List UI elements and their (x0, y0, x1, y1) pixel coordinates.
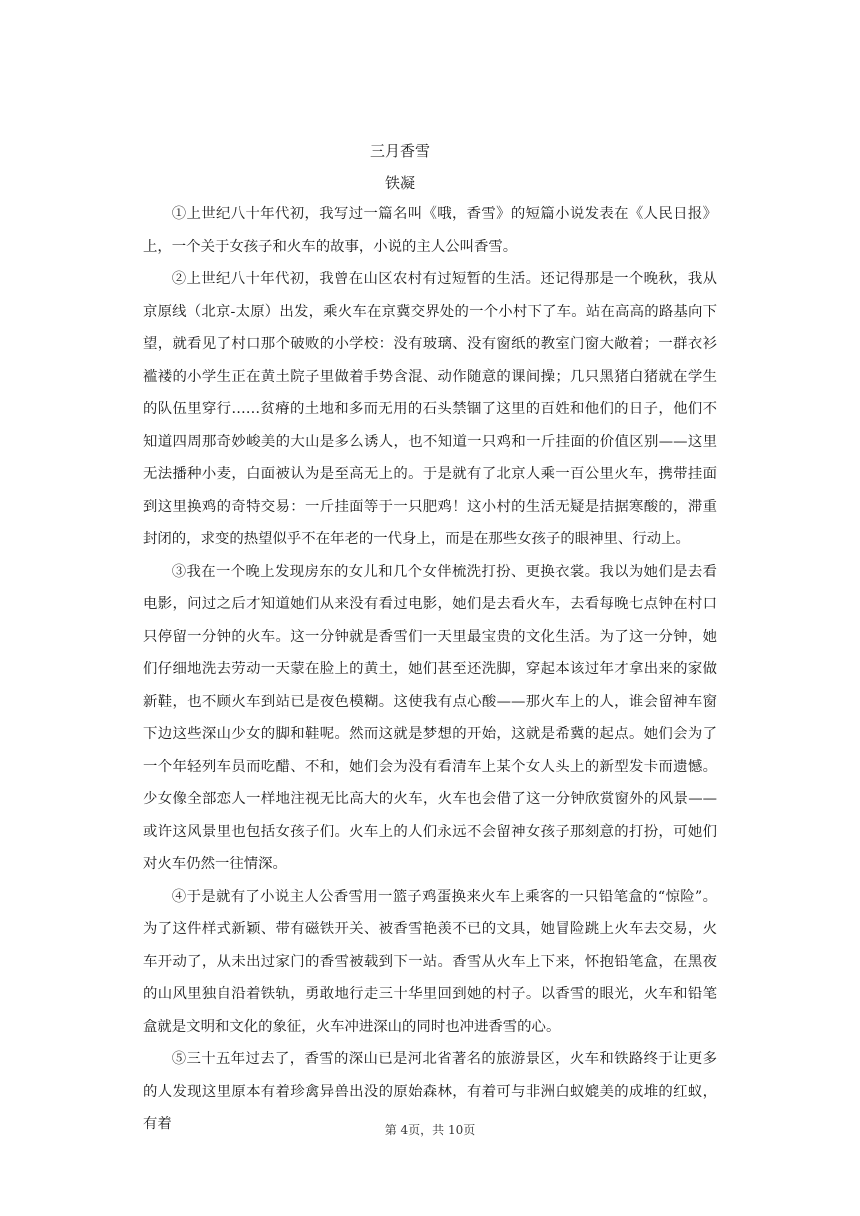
article-title: 三月香雪 (369, 142, 430, 160)
page-number-footer: 第 4页，共 10页 (384, 1123, 476, 1137)
paragraph-3: ③我在一个晚上发现房东的女儿和几个女伴梳洗打扮、更换衣裳。我以为她们是去看电影，问过之后才知道她们从来没有看过电影，她们是去看火车，去看每晚七点钟在村口只停留一分钟的火车。这一分钟就是香雪们一天里最宝贵的文化生活。为了这一分钟，她们仔细地洗去劳动一天蒙在脸上的黄土，她们甚至还洗脚，穿起本该过年才拿出来的家做新鞋，也不顾火车到站已是夜色模糊。这使我有点心酸——那火车上的人，谁会留神车窗下边这些深山少女的脚和鞋呢。然而这就是梦想的开始，这就是希冀的起点。她们会为了一个年轻列车员而吃醋、不和，她们会为没有看清车上某个女人头上的新型发卡而遗憾。少女像全部恋人一样地注视无比高大的火车，火车也会借了这一分钟欣赏窗外的风景——或许这风景里也包括女孩子们。火车上的人们永远不会留神女孩子那刻意的打扮，可她们对火车仍然一往情深。 (143, 563, 717, 872)
article-author: 铁凝 (384, 174, 415, 192)
article-body (143, 198, 717, 1141)
paragraph-5: ⑤三十五年过去了，香雪的深山已是河北省著名的旅游景区，火车和铁路终于让更多的人发现这里原本有着珍禽异兽出没的原始森林，有着可与非洲白蚁媲美的成堆的红蚁，有着 (143, 1051, 717, 1132)
paragraph-1: ①上世纪八十年代初，我写过一篇名叫《哦，香雪》的短篇小说发表在《人民日报》上，一个关于女孩子和火车的故事，小说的主人公叫香雪。 (143, 206, 717, 255)
paragraph-2: ②上世纪八十年代初，我曾在山区农村有过短暂的生活。还记得那是一个晚秋，我从京原线（北京-太原）出发，乘火车在京冀交界处的一个小村下了车。站在高高的路基向下望，就看见了村口那个破败的小学校：没有玻璃、没有窗纸的教室门窗大敞着；一群衣衫褴褛的小学生正在黄土院子里做着手势含混、动作随意的课间操；几只黑猪白猪就在学生的队伍里穿行……贫瘠的土地和多而无用的石头禁锢了这里的百姓和他们的日子，他们不知道四周那奇妙峻美的大山是多么诱人，也不知道一只鸡和一斤挂面的价值区别——这里无法播种小麦，白面被认为是至高无上的。于是就有了北京人乘一百公里火车，携带挂面到这里换鸡的奇特交易：一斤挂面等于一只肥鸡！这小村的生活无疑是拮据寒酸的，滞重封闭的，求变的热望似乎不在年老的一代身上，而是在那些女孩子的眼神里、行动上。 (143, 271, 717, 547)
paragraph-4: ④于是就有了小说主人公香雪用一篮子鸡蛋换来火车上乘客的一只铅笔盒的“惊险”。为了这件样式新颖、带有磁铁开关、被香雪艳羡不已的文具，她冒险跳上火车去交易，火车开动了，从未出过家门的香雪被载到下一站。香雪从火车上下来，怀抱铅笔盒，在黑夜的山风里独自沿着铁轨，勇敢地行走三十华里回到她的村子。以香雪的眼光，火车和铅笔盒就是文明和文化的象征，火车冲进深山的同时也冲进香雪的心。 (143, 888, 717, 1035)
